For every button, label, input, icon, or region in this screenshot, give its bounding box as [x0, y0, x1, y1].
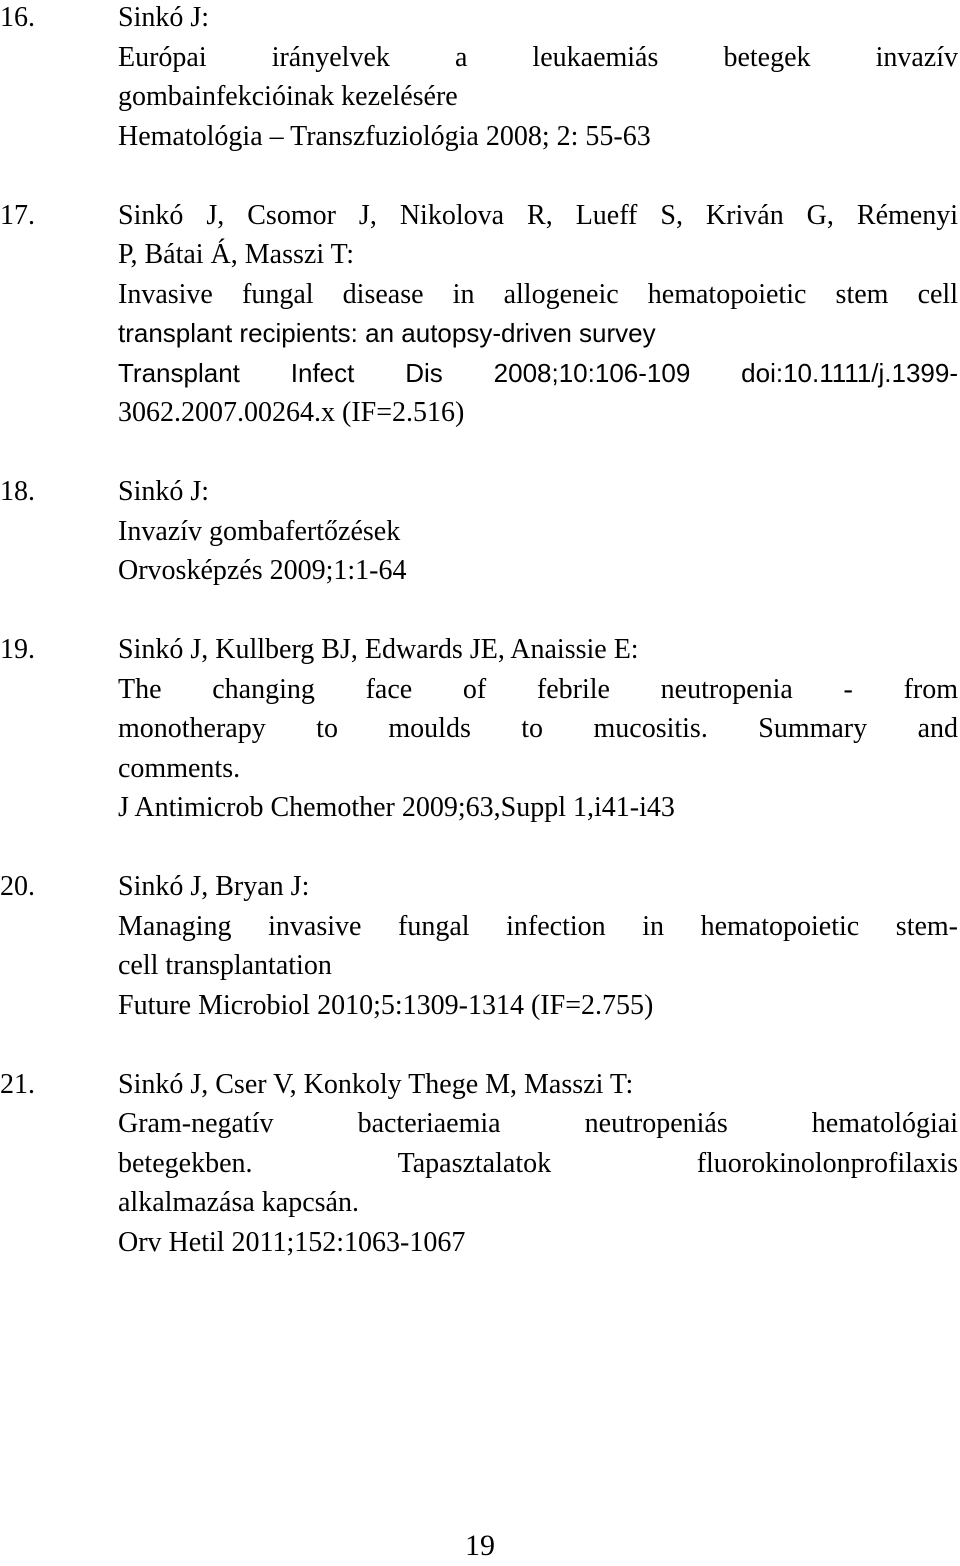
reference-item [0, 0, 960, 156]
reference-line: Sinkó J, Csomor J, Nikolova R, Lueff S, Kriván G, Rémenyi [118, 199, 958, 231]
reference-line: P, Bátai Á, Masszi T: [118, 239, 355, 270]
reference-number: 16. [0, 2, 35, 33]
reference-line: Hematológia – Transzfuziológia 2008; 2: 55-63 [118, 120, 651, 152]
reference-line: cell transplantation [118, 950, 332, 981]
reference-line: J Antimicrob Chemother 2009;63,Suppl 1,i41-i43 [118, 792, 675, 823]
reference-number: 21. [0, 1068, 35, 1100]
reference-line: Sinkó J, Kullberg BJ, Edwards JE, Anaissie E: [118, 634, 639, 665]
reference-item [0, 630, 960, 828]
reference-line: alkalmazása kapcsán. [118, 1187, 359, 1218]
reference-line: Sinkó J: [118, 2, 210, 33]
reference-line: betegekben. Tapasztalatok fluorokinolonprofilaxis [118, 1147, 958, 1179]
reference-line: Orvosképzés 2009;1:1-64 [118, 555, 407, 586]
reference-line: Transplant Infect Dis 2008;10:106-109 doi:10.1111/j.1399- [118, 357, 958, 388]
reference-line: Európai irányelvek a leukaemiás betegek invazív [118, 41, 958, 73]
reference-line: Orv Hetil 2011;152:1063-1067 [118, 1226, 466, 1258]
reference-line: Invasive fungal disease in allogeneic hematopoietic stem cell [118, 278, 958, 310]
reference-line: monotherapy to moulds to mucositis. Summary and [118, 713, 958, 744]
page-number: 19 [465, 1529, 495, 1562]
reference-line: Sinkó J, Bryan J: [118, 871, 310, 902]
reference-line: transplant recipients: an autopsy-driven survey [118, 318, 656, 348]
reference-item [0, 196, 960, 433]
reference-number: 19. [0, 634, 35, 665]
reference-line: 3062.2007.00264.x (IF=2.516) [118, 397, 465, 428]
reference-line: Managing invasive fungal infection in hematopoietic stem- [118, 910, 958, 942]
reference-line: Invazív gombafertőzések [118, 515, 401, 547]
reference-line: Sinkó J: [118, 476, 210, 507]
reference-number: 20. [0, 871, 35, 902]
reference-body [118, 1065, 958, 1263]
reference-line: The changing face of febrile neutropenia - from [118, 673, 958, 705]
reference-number: 18. [0, 476, 35, 507]
reference-body [118, 472, 958, 591]
reference-body [118, 0, 958, 156]
reference-item [0, 1065, 960, 1263]
reference-line: gombainfekcióinak kezelésére [118, 81, 458, 112]
reference-number: 17. [0, 199, 35, 231]
reference-body [118, 867, 958, 1025]
reference-body [118, 630, 958, 828]
reference-line: Sinkó J, Cser V, Konkoly Thege M, Masszi T: [118, 1068, 634, 1100]
reference-body [118, 196, 958, 433]
reference-line: comments. [118, 752, 241, 784]
reference-line: Future Microbiol 2010;5:1309-1314 (IF=2.755) [118, 989, 654, 1021]
reference-item [0, 472, 960, 591]
reference-item [0, 867, 960, 1025]
reference-line: Gram-negatív bacteriaemia neutropeniás hematológiai [118, 1108, 958, 1139]
